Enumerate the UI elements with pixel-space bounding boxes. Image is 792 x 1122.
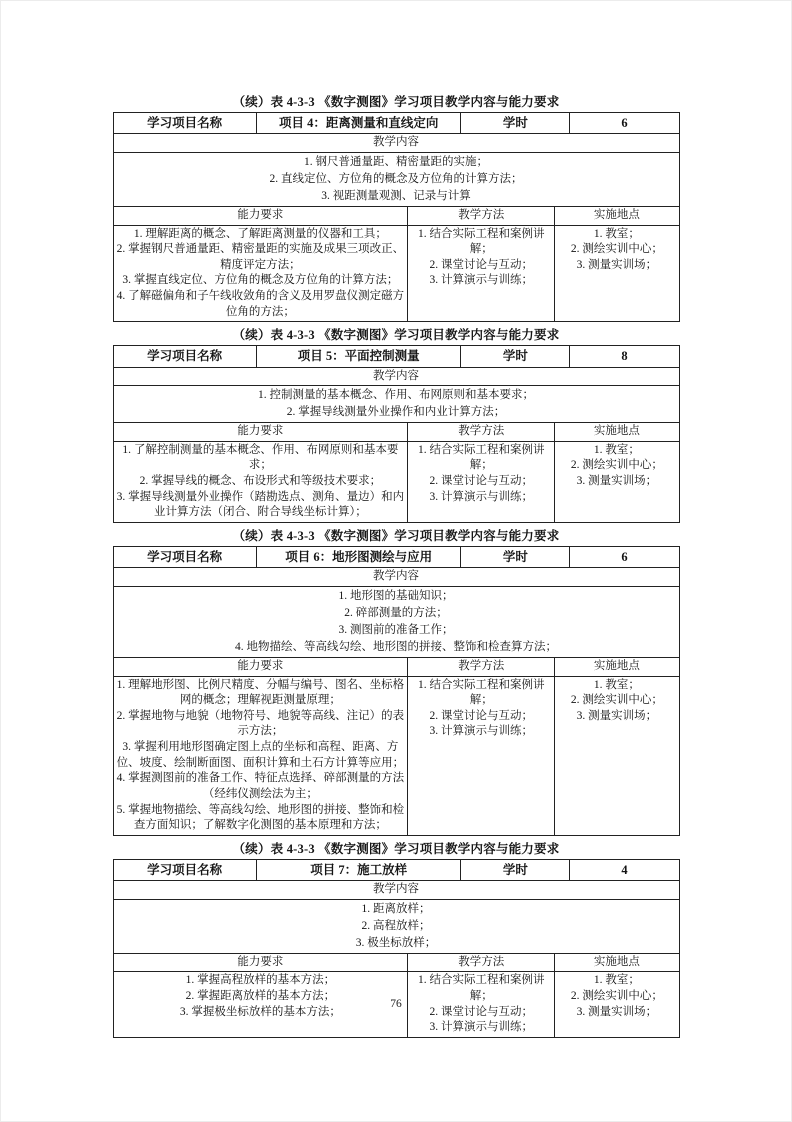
project-table-block	[113, 526, 680, 836]
teaching-content-label: 教学内容	[373, 369, 419, 382]
hours-value: 6	[569, 113, 678, 133]
content-label-row	[114, 133, 679, 152]
ability-item: 2. 掌握导线的概念、布设形式和等级技术要求；	[139, 475, 382, 488]
method-item: 3. 计算演示与训练；	[429, 274, 533, 287]
project-name: 项目 7：施工放样	[256, 860, 461, 880]
ability-item: 1. 理解地形图、比例尺精度、分幅与编号、图名、坐标格网的概念；理解视距测量原理；	[116, 678, 405, 707]
ability-item: 1. 理解距离的概念、了解距离测量的仪器和工具；	[133, 227, 387, 240]
hours-value: 4	[569, 860, 678, 880]
method-list	[407, 226, 554, 322]
location-label: 实施地点	[554, 954, 678, 972]
method-label: 教学方法	[407, 658, 554, 676]
table-header-row	[114, 346, 679, 366]
subheader-row	[114, 422, 679, 441]
project-name: 项目 6：地形图测绘与应用	[256, 547, 461, 567]
content-item: 1. 地形图的基础知识；	[338, 589, 454, 602]
project-name: 项目 5：平面控制测量	[256, 346, 461, 366]
method-item: 2. 课堂讨论与互动；	[429, 709, 533, 722]
content-row	[114, 385, 679, 422]
method-item: 1. 结合实际工程和案例讲解；	[417, 678, 545, 707]
detail-row	[114, 441, 679, 522]
hours-label: 学时	[460, 547, 569, 567]
page-number: 76	[390, 998, 402, 1010]
content-row	[114, 152, 679, 206]
method-item: 1. 结合实际工程和案例讲解；	[417, 443, 545, 472]
teaching-content-label: 教学内容	[373, 883, 419, 896]
location-item: 3. 测量实训场；	[576, 258, 658, 271]
content-item: 4. 地物描绘、等高线勾绘、地形图的拼接、整饰和检查算方法；	[235, 640, 557, 653]
requirements-table	[113, 859, 680, 1038]
content-item: 2. 碎部测量的方法；	[344, 606, 448, 619]
method-item: 2. 课堂讨论与互动；	[429, 475, 533, 488]
subheader-row	[114, 657, 679, 676]
detail-row	[114, 676, 679, 835]
table-header-row	[114, 860, 679, 880]
content-label-row	[114, 367, 679, 386]
requirements-table	[113, 112, 680, 322]
method-item: 2. 课堂讨论与互动；	[429, 1005, 533, 1018]
ability-item: 2. 掌握距离放样的基本方法；	[185, 989, 336, 1002]
ability-label: 能力要求	[237, 425, 284, 438]
method-item: 3. 计算演示与训练；	[429, 490, 533, 503]
method-list	[407, 442, 554, 522]
content-label-row	[114, 567, 679, 586]
teaching-content-label: 教学内容	[373, 570, 419, 583]
content-item: 3. 极坐标放样；	[355, 936, 437, 949]
project-name-label: 学习项目名称	[147, 549, 223, 564]
teaching-content-list	[114, 587, 679, 657]
teaching-content-list	[114, 153, 679, 206]
location-item: 2. 测绘实训中心；	[570, 459, 663, 472]
method-list	[407, 677, 554, 835]
subheader-row	[114, 953, 679, 972]
ability-item: 4. 了解磁偏角和子午线收敛角的含义及用罗盘仪测定磁方位角的方法；	[116, 290, 405, 318]
ability-label: 能力要求	[237, 659, 284, 672]
method-label: 教学方法	[407, 423, 554, 441]
content-item: 1. 控制测量的基本概念、作用、布网原则和基本要求；	[258, 389, 534, 402]
method-item: 3. 计算演示与训练；	[429, 1021, 533, 1034]
requirements-table	[113, 345, 680, 523]
location-item: 1. 教室；	[593, 678, 640, 691]
project-table-block	[113, 325, 680, 523]
location-list	[554, 226, 678, 322]
content-item: 1. 距离放样；	[361, 902, 431, 915]
project-table-block	[113, 92, 680, 322]
ability-list	[114, 442, 408, 522]
location-item: 2. 测绘实训中心；	[570, 694, 663, 707]
subheader-row	[114, 206, 679, 225]
table-header-row	[114, 113, 679, 133]
location-item: 1. 教室；	[593, 974, 640, 987]
table-caption: （续）表 4-3-3 《数字测图》学习项目教学内容与能力要求	[232, 841, 560, 856]
teaching-content-label: 教学内容	[373, 136, 419, 149]
content-label-row	[114, 880, 679, 899]
ability-item: 1. 掌握高程放样的基本方法；	[185, 974, 336, 987]
project-name-label: 学习项目名称	[147, 349, 223, 364]
content-item: 2. 直线定位、方位角的概念及方位角的计算方法；	[269, 172, 523, 185]
method-label: 教学方法	[407, 207, 554, 225]
hours-label: 学时	[460, 113, 569, 133]
method-item: 1. 结合实际工程和案例讲解；	[417, 227, 545, 256]
location-label: 实施地点	[554, 423, 678, 441]
content-item: 3. 测图前的准备工作；	[338, 623, 454, 636]
hours-value: 8	[569, 346, 678, 366]
ability-item: 2. 掌握地物与地貌（地物符号、地貌等高线、注记）的表示方法；	[116, 709, 405, 738]
content-row	[114, 899, 679, 953]
method-item: 2. 课堂讨论与互动；	[429, 258, 533, 271]
location-item: 3. 测量实训场；	[576, 475, 658, 488]
content-item: 1. 钢尺普通量距、精密量距的实施；	[304, 155, 488, 168]
hours-value: 6	[569, 547, 678, 567]
ability-label: 能力要求	[237, 955, 284, 968]
content-item: 3. 视距测量观测、记录与计算	[321, 189, 471, 202]
project-name: 项目 4：距离测量和直线定向	[256, 113, 461, 133]
ability-list	[114, 226, 408, 322]
method-item: 1. 结合实际工程和案例讲解；	[417, 974, 545, 1002]
ability-item: 4. 掌握测图前的准备工作、特征点选择、碎部测量的方法（经纬仪测绘法为主；	[116, 772, 405, 800]
teaching-content-list	[114, 900, 679, 953]
location-item: 1. 教室；	[593, 443, 640, 456]
hours-label: 学时	[460, 346, 569, 366]
ability-item: 3. 掌握极坐标放样的基本方法；	[179, 1005, 341, 1018]
table-caption: （续）表 4-3-3 《数字测图》学习项目教学内容与能力要求	[232, 528, 560, 543]
content-row	[114, 586, 679, 657]
table-caption: （续）表 4-3-3 《数字测图》学习项目教学内容与能力要求	[232, 328, 560, 343]
teaching-content-list	[114, 386, 679, 422]
content-item: 2. 高程放样；	[361, 919, 431, 932]
ability-item: 2. 掌握钢尺普通量距、精密量距的实施及成果三项改正、精度评定方法；	[116, 243, 405, 271]
hours-label: 学时	[460, 860, 569, 880]
table-header-row	[114, 547, 679, 567]
location-item: 2. 测绘实训中心；	[570, 989, 663, 1002]
project-name-label: 学习项目名称	[147, 862, 223, 877]
location-item: 3. 测量实训场；	[576, 709, 658, 722]
content-item: 2. 掌握导线测量外业操作和内业计算方法；	[286, 406, 506, 419]
ability-item: 3. 掌握导线测量外业操作（踏勘选点、测角、量边）和内业计算方法（闭合、附合导线坐标计算）；	[116, 490, 405, 519]
method-item: 3. 计算演示与训练；	[429, 725, 533, 738]
ability-label: 能力要求	[237, 208, 284, 221]
method-label: 教学方法	[407, 954, 554, 972]
location-item: 2. 测绘实训中心；	[570, 243, 663, 256]
ability-list	[114, 677, 408, 835]
detail-row	[114, 225, 679, 322]
location-list	[554, 677, 678, 835]
location-list	[554, 442, 678, 522]
ability-item: 5. 掌握地物描绘、等高线勾绘、地形图的拼接、整饰和检查方面知识；了解数字化测图的基本原理和方法；	[116, 803, 405, 832]
location-item: 3. 测量实训场；	[576, 1005, 658, 1018]
requirements-table	[113, 546, 680, 836]
project-name-label: 学习项目名称	[147, 116, 223, 130]
location-item: 1. 教室；	[593, 227, 640, 240]
ability-item: 3. 掌握利用地形图确定图上点的坐标和高程、距离、方位、坡度、绘制断面图、面积计算和土石方计算等应用；	[116, 741, 405, 769]
ability-item: 1. 了解控制测量的基本概念、作用、布网原则和基本要求；	[122, 443, 399, 472]
document-body	[113, 1, 680, 1038]
ability-item: 3. 掌握直线定位、方位角的概念及方位角的计算方法；	[122, 274, 399, 287]
table-caption: （续）表 4-3-3 《数字测图》学习项目教学内容与能力要求	[232, 95, 560, 109]
location-label: 实施地点	[554, 658, 678, 676]
location-label: 实施地点	[554, 207, 678, 225]
